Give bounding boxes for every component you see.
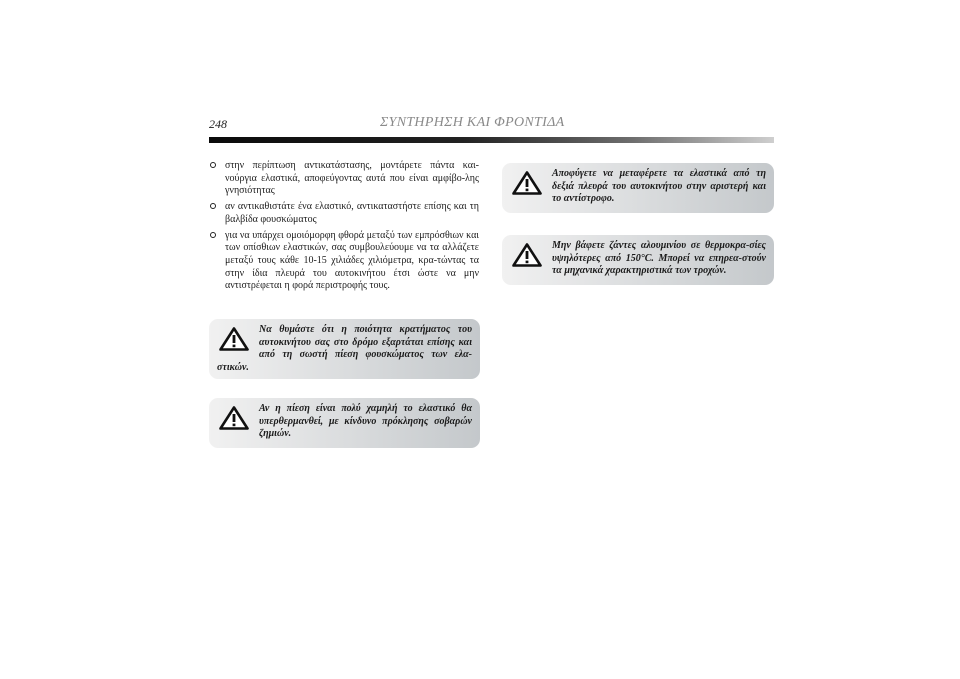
warning-box [502, 163, 774, 213]
section-title: ΣΥΝΤΗΡΗΣΗ ΚΑΙ ΦΡΟΝΤΙΔΑ [380, 115, 565, 130]
bullet-text: αν αντικαθιστάτε ένα ελαστικό, αντικαταστήστε επίσης και τη βαλβίδα φουσκώματος [225, 201, 479, 225]
warning-text: Αν η πίεση είναι πολύ χαμηλή το ελαστικό θα υπερθερμανθεί, με κίνδυνο πρόκλησης σοβαρών ζημιών. [259, 403, 472, 439]
warning-triangle-icon [512, 171, 542, 195]
warning-text: Να θυμάστε ότι η ποιότητα κρατήματος του αυτοκινήτου σας στο δρόμο εξαρτάται επίσης και από τη σωστή πίεση φουσκώματος των ελα-στικών. [217, 324, 472, 373]
page-number: 248 [209, 117, 227, 131]
bullet-marker [210, 162, 216, 168]
bullet-text: στην περίπτωση αντικατάστασης, μοντάρετε πάντα και-νούργια ελαστικά, αποφεύγοντας αυτά που είναι αμφίβο-λης γνησιότητας [225, 160, 479, 197]
warning-text: Μην βάφετε ζάντες αλουμινίου σε θερμοκρα-σίες υψηλότερες από 150°C. Μπορεί να επηρεα-στούν τα μηχανικά χαρακτηριστικά των τροχών. [552, 240, 766, 276]
warning-triangle-icon [512, 243, 542, 267]
bullet-list [209, 160, 479, 296]
warning-box [502, 235, 774, 285]
warning-text: Αποφύγετε να μεταφέρετε τα ελαστικά από τη δεξιά πλευρά του αυτοκινήτου στην αριστερή και το αντίστροφο. [552, 168, 766, 204]
list-item [209, 160, 479, 198]
warning-box [209, 319, 480, 379]
bullet-marker [210, 203, 216, 209]
list-item [209, 201, 479, 226]
warning-triangle-icon [219, 406, 249, 430]
list-item [209, 230, 479, 294]
header-rule [209, 137, 774, 143]
bullet-marker [210, 232, 216, 238]
bullet-text: για να υπάρχει ομοιόμορφη φθορά μεταξύ των εμπρόσθιων και των οπίσθιων ελαστικών, σας συμβουλεύουμε να τα αλλάζετε μεταξύ τους κάθε 10-15 χιλιάδες χιλιόμετρα, κρα-τώντας τα στην ίδια πλευρά του αυτοκινήτου έτσι ώστε να μην αντιστρέφεται η φορά περιστροφής τους. [225, 229, 479, 292]
warning-triangle-icon [219, 327, 249, 351]
warning-box [209, 398, 480, 448]
